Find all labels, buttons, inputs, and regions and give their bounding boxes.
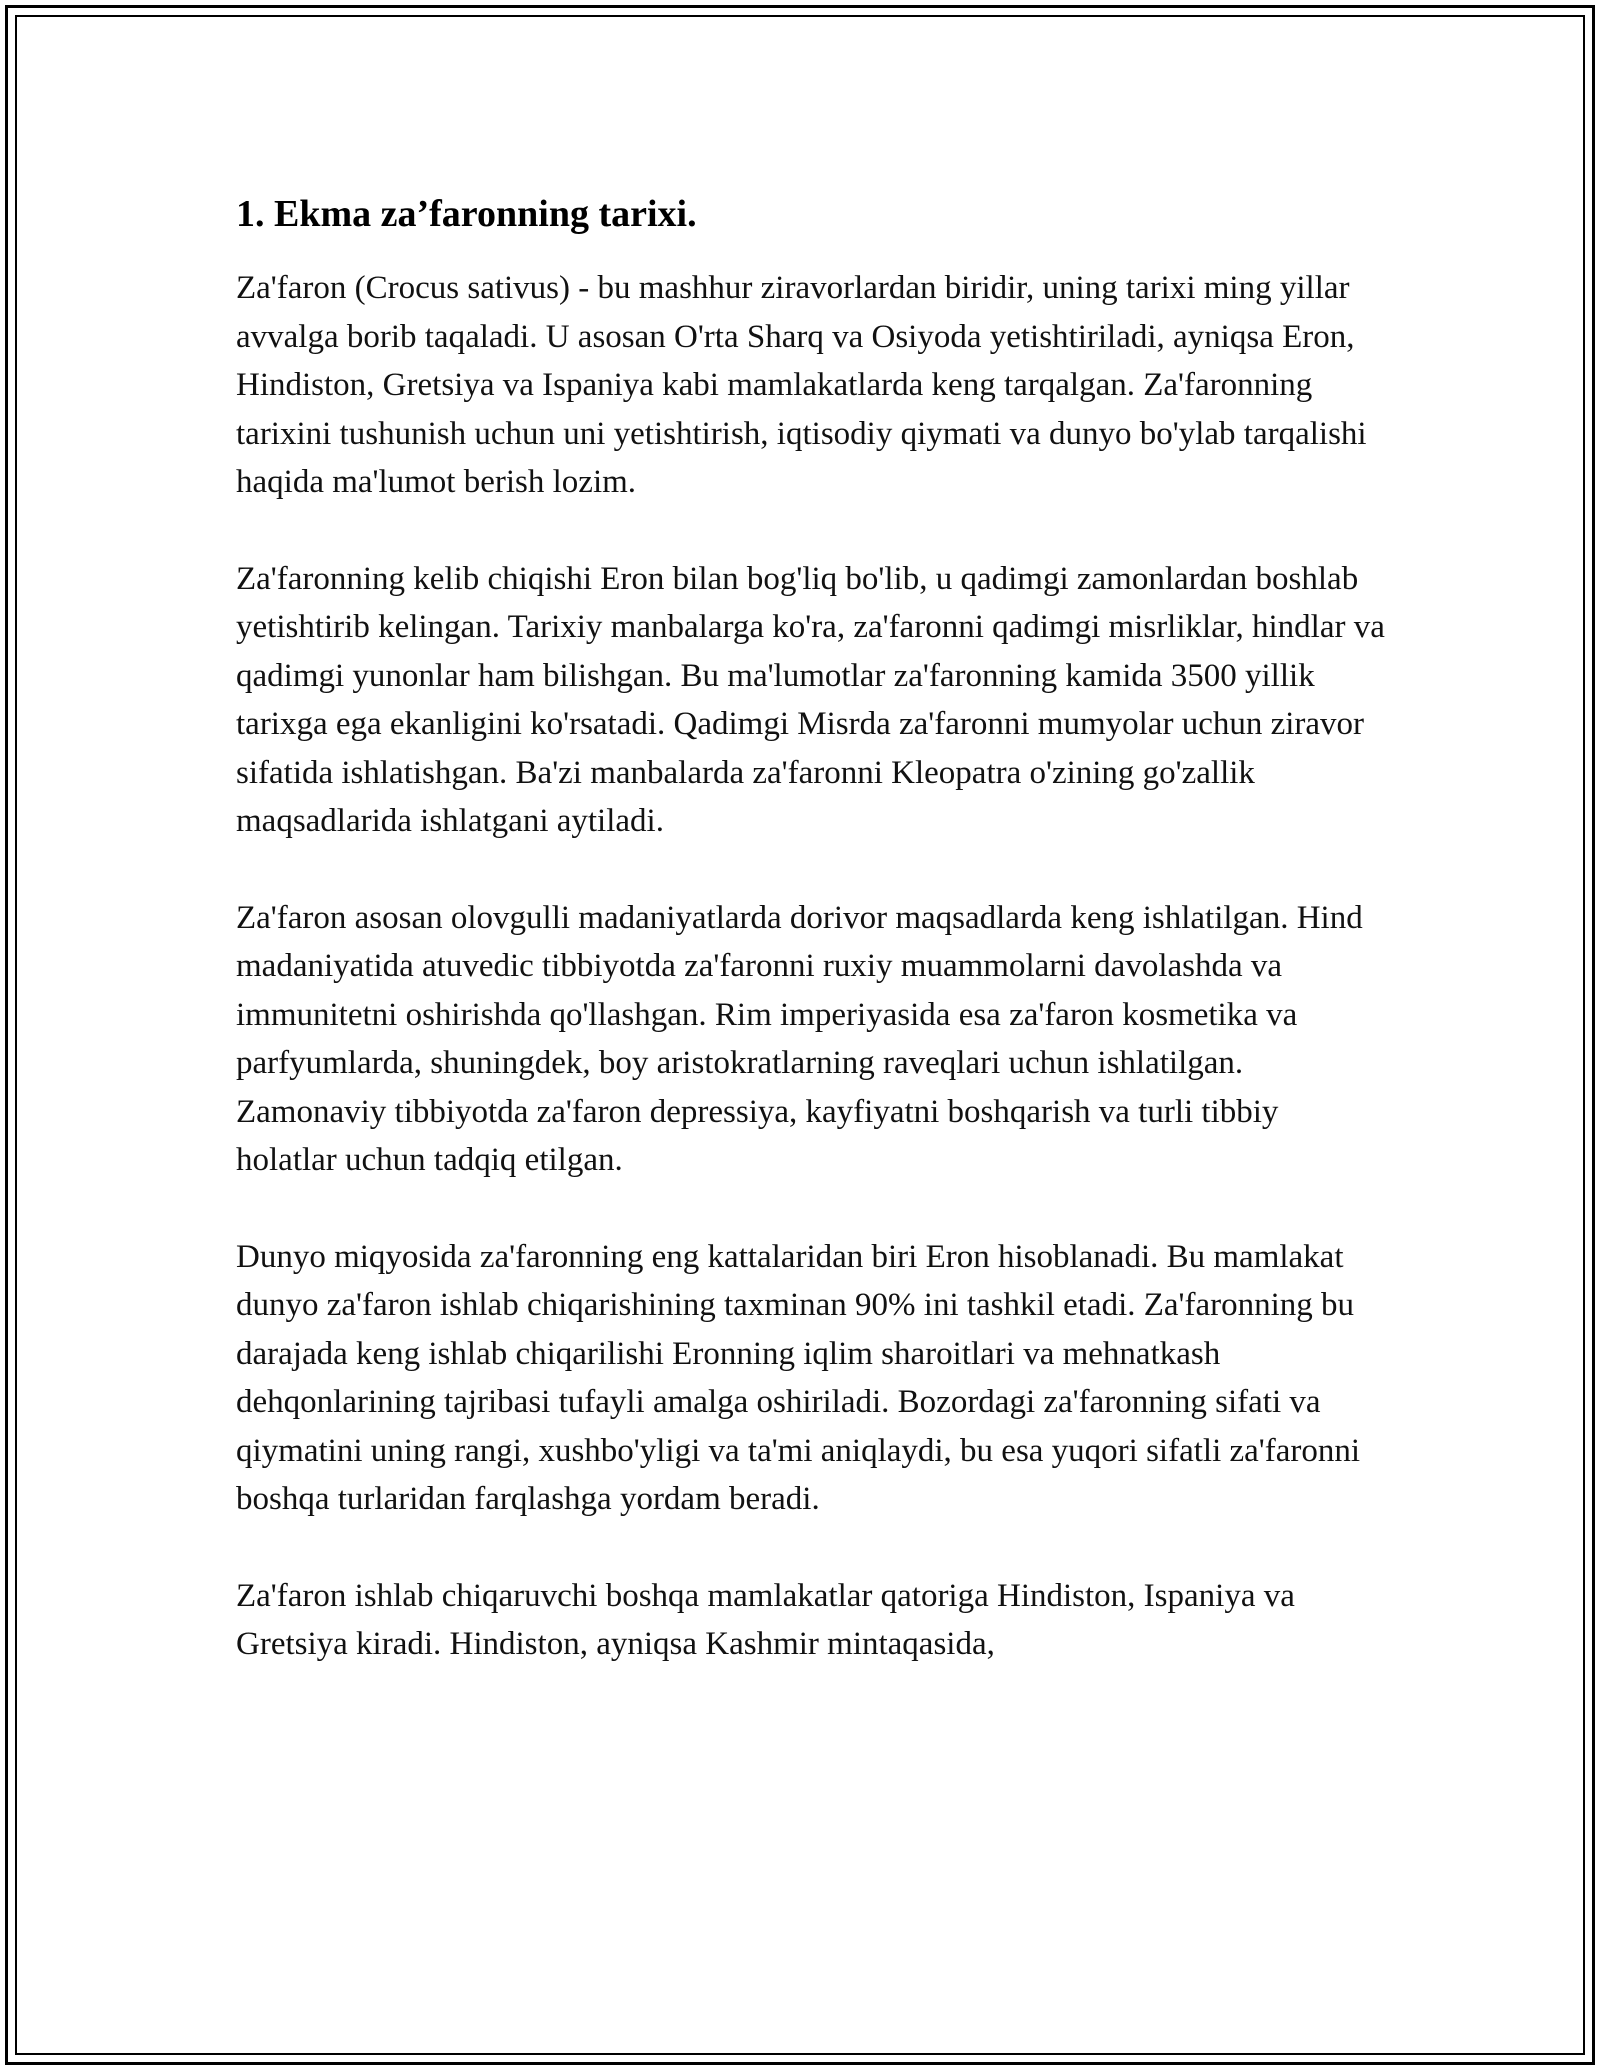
paragraph-3: Za'faron asosan olovgulli madaniyatlarda dorivor maqsadlarda keng ishlatilgan. Hind madaniyatida atuvedic tibbiyotda za'faronni ruxiy muammolarni davolashda va immunitetni oshirishda qo'llashgan. Rim imperiyasida esa za'faron kosmetika va parfyumlarda, shuningdek, boy aristokratlarning raveqlari uchun ishlatilgan. Zamonaviy tibbiyotda za'faron depressiya, kayfiyatni boshqarish va turli tibbiy holatlar uchun tadqiq etilgan. <box>236 899 1363 1178</box>
paragraph-2: Za'faronning kelib chiqishi Eron bilan bog'liq bo'lib, u qadimgi zamonlardan boshlab yetishtirib kelingan. Tarixiy manbalarga ko'ra, za'faronni qadimgi misrliklar, hindlar va qadimgi yunonlar ham bilishgan. Bu ma'lumotlar za'faronning kamida 3500 yillik tarixga ega ekanligini ko'rsatadi. Qadimgi Misrda za'faronni mumyolar uchun ziravor sifatida ishlatishgan. Ba'zi manbalarda za'faronni Kleopatra o'zining go'zallik maqsadlarida ishlatgani aytiladi. <box>236 560 1385 839</box>
paragraph-4: Dunyo miqyosida za'faronning eng kattalaridan biri Eron hisoblanadi. Bu mamlakat dunyo za'faron ishlab chiqarishining taxminan 90% ini tashkil etadi. Za'faronning bu darajada keng ishlab chiqarilishi Eronning iqlim sharoitlari va mehnatkash dehqonlarining tajribasi tufayli amalga oshiriladi. Bozordagi za'faronning sifati va qiymatini uning rangi, xushbo'yligi va ta'mi aniqlaydi, bu esa yuqori sifatli za'faronni boshqa turlaridan farqlashga yordam beradi. <box>236 1238 1361 1517</box>
document-body <box>236 188 1386 1717</box>
paragraph-5: Za'faron ishlab chiqaruvchi boshqa mamlakatlar qatoriga Hindiston, Ispaniya va Gretsiya kiradi. Hindiston, ayniqsa Kashmir mintaqasida, <box>236 1577 1295 1662</box>
section-heading: 1. Ekma za’faronning tarixi. <box>236 193 697 235</box>
paragraph-1: Za'faron (Crocus sativus) - bu mashhur ziravorlardan biridir, uning tarixi ming yillar avvalga borib taqaladi. U asosan O'rta Sharq va Osiyoda yetishtiriladi, ayniqsa Eron, Hindiston, Gretsiya va Ispaniya kabi mamlakatlarda keng tarqalgan. Za'faronning tarixini tushunish uchun uni yetishtirish, iqtisodiy qiymati va dunyo bo'ylab tarqalishi haqida ma'lumot berish lozim. <box>236 270 1367 500</box>
